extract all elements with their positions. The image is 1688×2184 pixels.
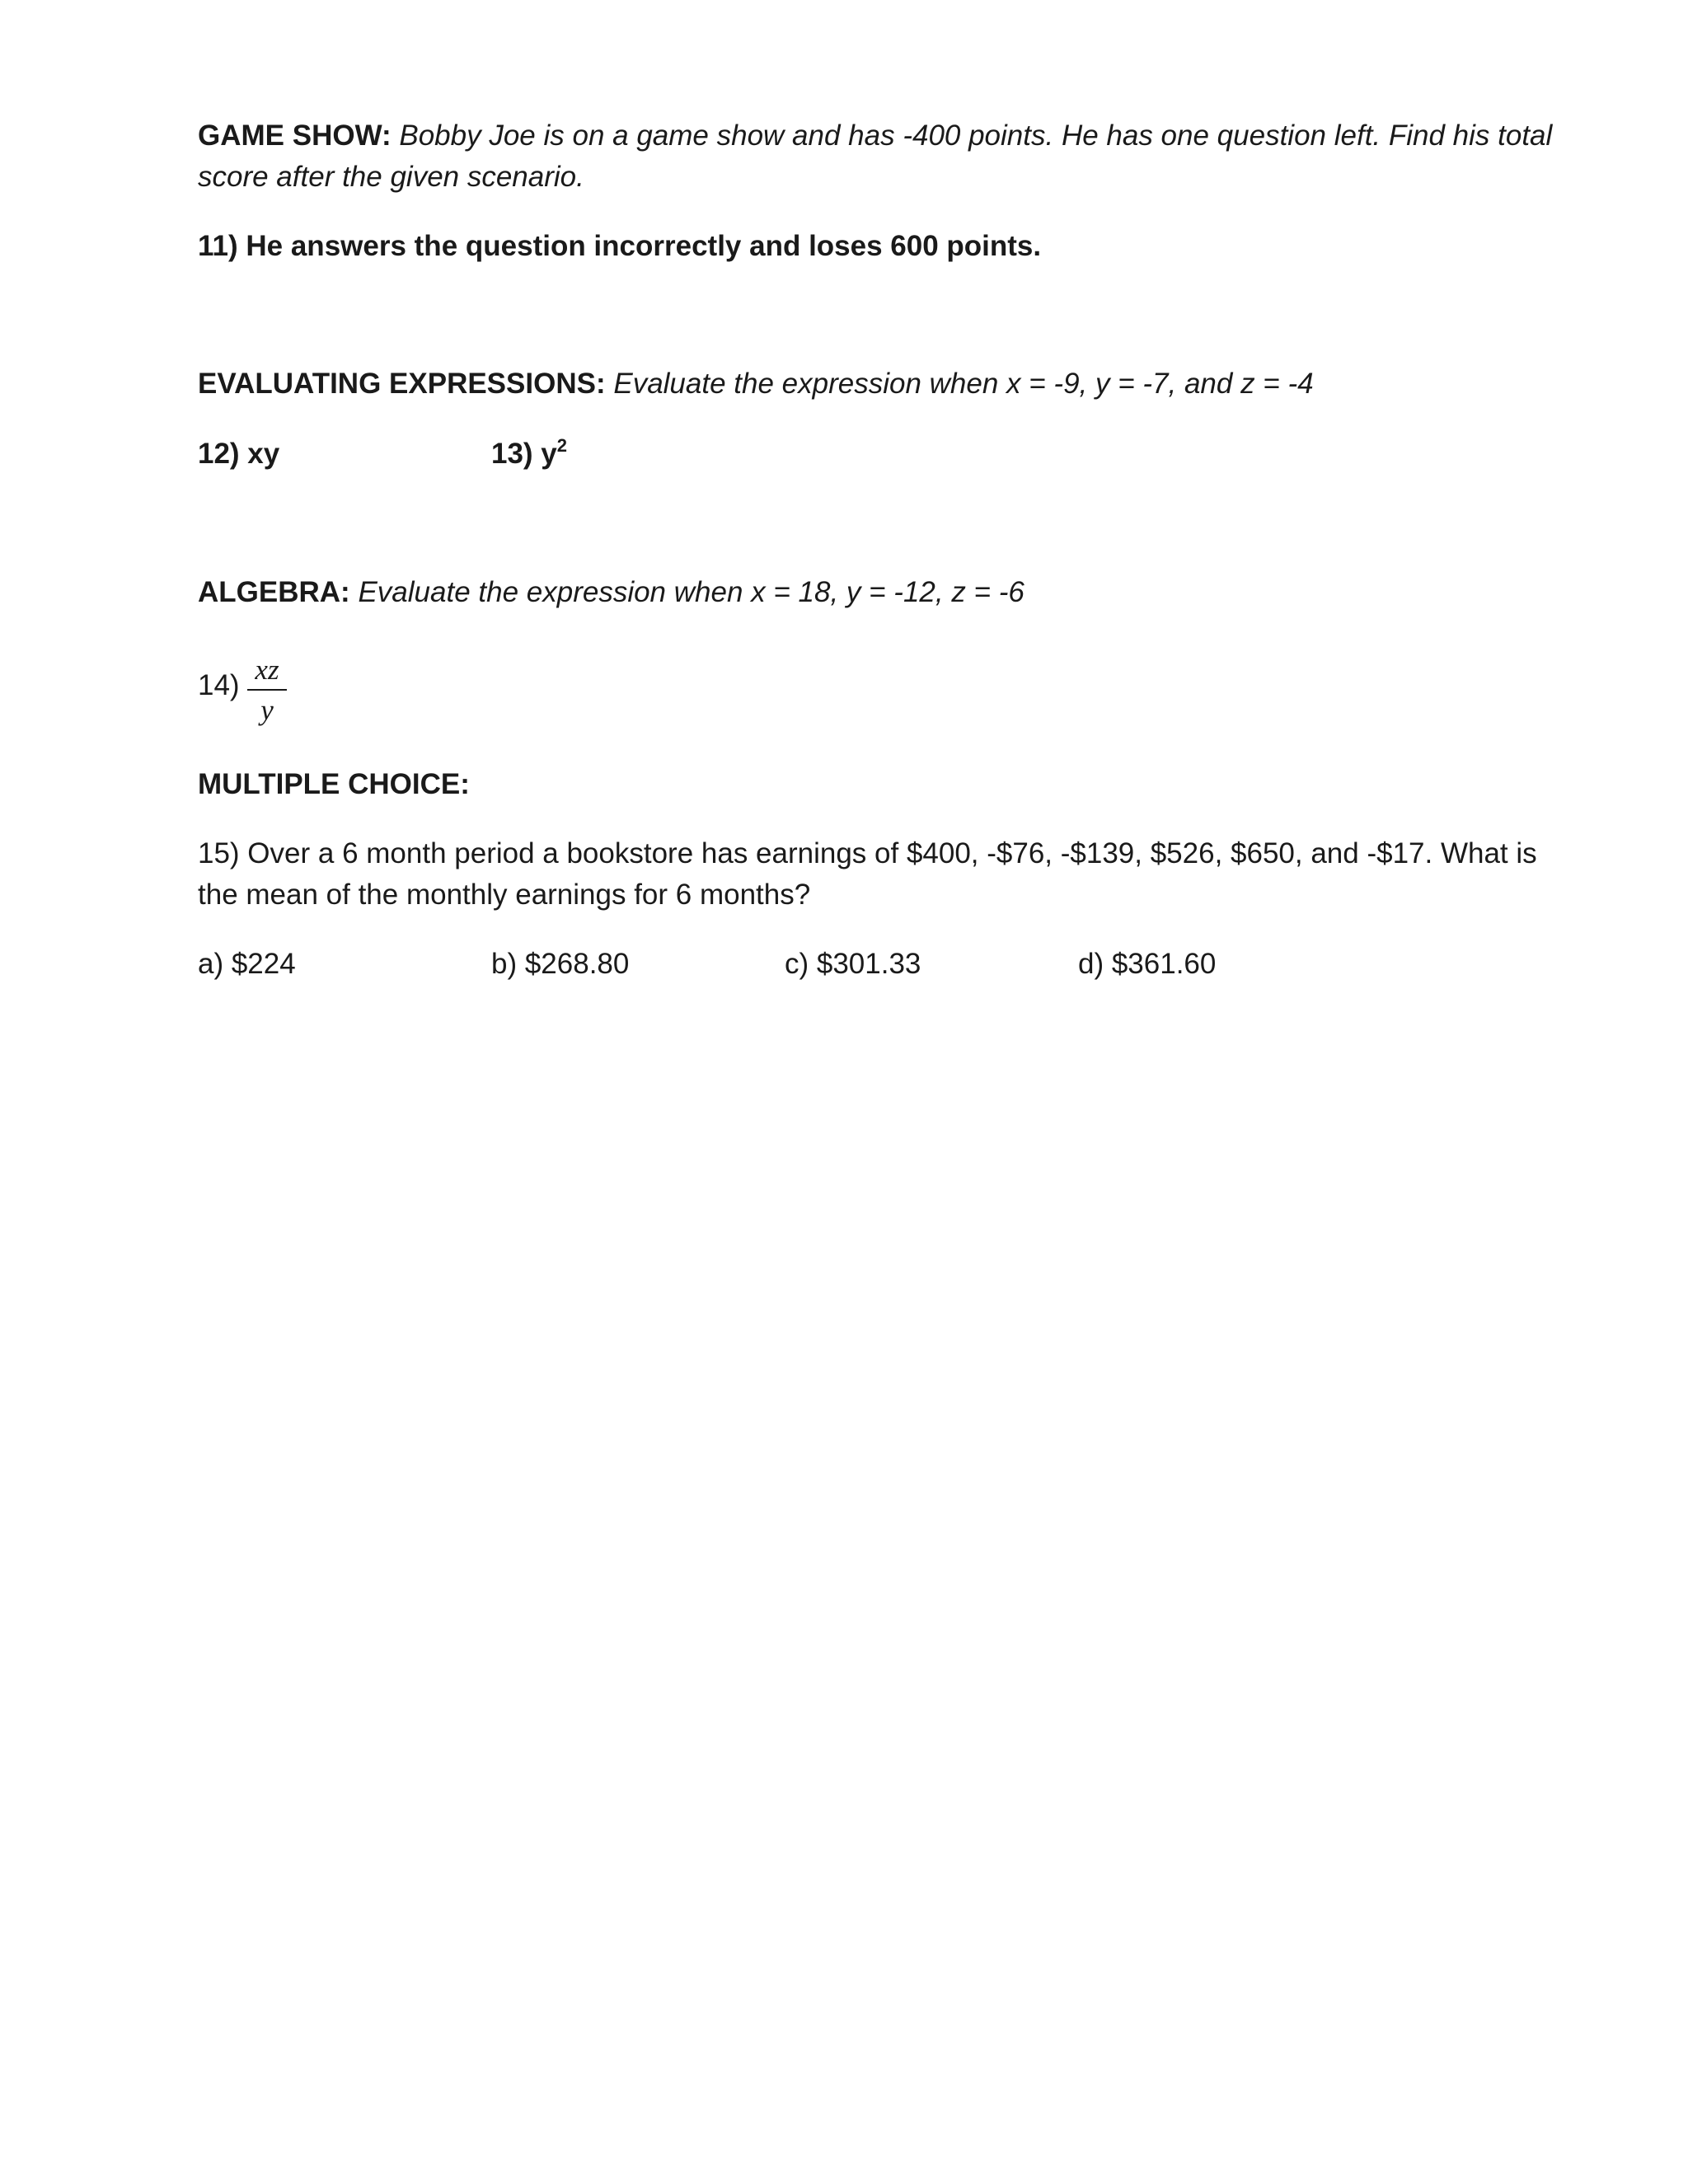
question-11: 11) He answers the question incorrectly and loses 600 points. (198, 230, 1042, 262)
question-14-label: 14) (198, 669, 240, 701)
algebra-instruction: Evaluate the expression when x = 18, y = -12, z = -6 (358, 576, 1025, 608)
fraction-numerator: xz (255, 654, 279, 686)
choice-b: b) $268.80 (491, 948, 630, 980)
algebra-heading: ALGEBRA: (198, 576, 350, 608)
question-13-exponent: 2 (556, 435, 568, 456)
multiple-choice-heading: MULTIPLE CHOICE: (198, 768, 470, 800)
algebra-instruction-line (198, 572, 1025, 613)
evaluating-instruction-line (198, 363, 1314, 405)
choice-c: c) $301.33 (785, 948, 921, 980)
game-show-heading: GAME SHOW: (198, 120, 392, 152)
choice-d: d) $361.60 (1078, 948, 1217, 980)
game-show-intro-line1 (198, 115, 1552, 157)
fraction-bar (247, 689, 287, 691)
evaluating-instruction: Evaluate the expression when x = -9, y = -7, and z = -4 (613, 368, 1314, 400)
question-12: 12) xy (198, 438, 280, 470)
game-show-intro-line2: score after the given scenario. (198, 161, 584, 193)
fraction-denominator: y (260, 694, 274, 726)
question-14-fraction (247, 654, 287, 727)
evaluating-heading: EVALUATING EXPRESSIONS: (198, 368, 606, 400)
game-show-intro-text: Bobby Joe is on a game show and has -400 points. He has one question left. Find his total (399, 120, 1553, 152)
question-13 (491, 434, 567, 475)
question-15-line2: the mean of the monthly earnings for 6 months? (198, 879, 811, 911)
question-15-line1: 15) Over a 6 month period a bookstore has earnings of $400, -$76, -$139, $526, $650, and -$17. What is (198, 837, 1537, 869)
question-13-base: 13) y (491, 438, 557, 470)
choice-a: a) $224 (198, 948, 296, 980)
